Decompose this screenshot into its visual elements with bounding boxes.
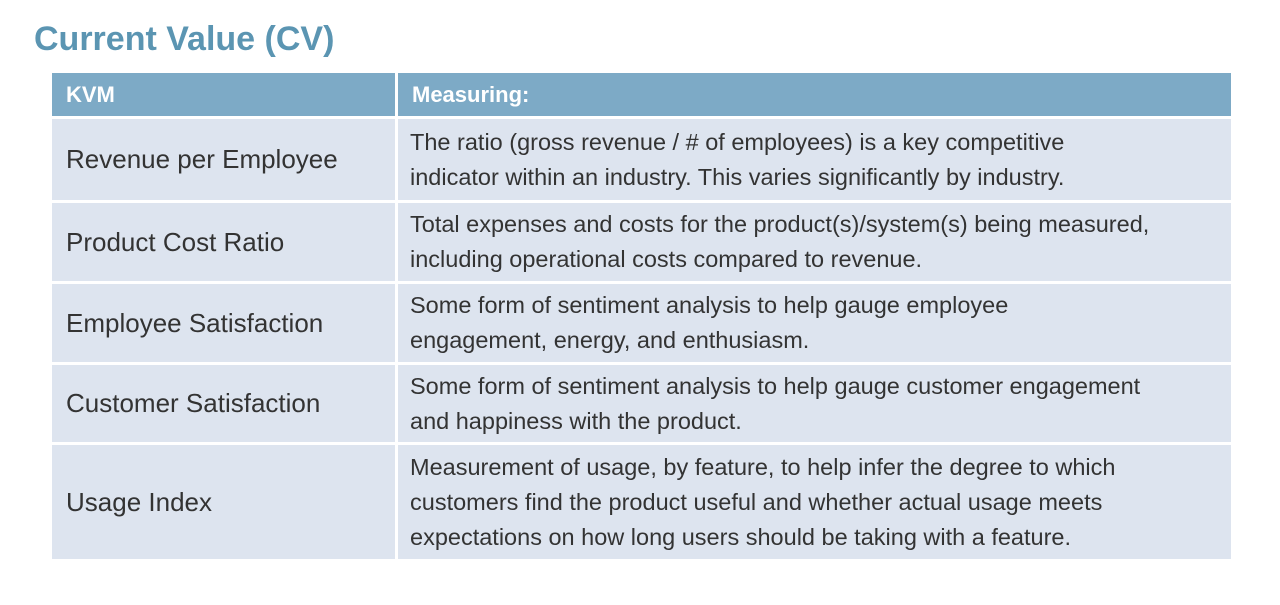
measuring-description-cell: The ratio (gross revenue / # of employees) is a key competitive indicator within an industry. This varies significantly by industry. bbox=[398, 119, 1231, 203]
measuring-description-cell: Total expenses and costs for the product(s)/system(s) being measured, including operational costs compared to revenue. bbox=[398, 203, 1231, 284]
kvm-name-cell: Usage Index bbox=[52, 445, 398, 559]
page-title: Current Value (CV) bbox=[34, 20, 335, 58]
kvm-name-cell: Product Cost Ratio bbox=[52, 203, 398, 284]
table-row bbox=[52, 445, 1231, 559]
table-row bbox=[52, 284, 1231, 365]
table-header-row bbox=[52, 73, 1231, 119]
kvm-name-cell: Customer Satisfaction bbox=[52, 365, 398, 445]
kvm-table bbox=[52, 73, 1231, 559]
column-header-kvm: KVM bbox=[52, 73, 398, 119]
kvm-name-cell: Employee Satisfaction bbox=[52, 284, 398, 365]
table-row bbox=[52, 365, 1231, 445]
table-row bbox=[52, 119, 1231, 203]
measuring-description-cell: Some form of sentiment analysis to help gauge employee engagement, energy, and enthusiasm. bbox=[398, 284, 1231, 365]
measuring-description-cell: Measurement of usage, by feature, to help infer the degree to which customers find the product useful and whether actual usage meets expectations on how long users should be taking with a feature. bbox=[398, 445, 1231, 559]
measuring-description-cell: Some form of sentiment analysis to help gauge customer engagement and happiness with the product. bbox=[398, 365, 1231, 445]
column-header-measuring: Measuring: bbox=[398, 73, 1231, 119]
table-row bbox=[52, 203, 1231, 284]
kvm-name-cell: Revenue per Employee bbox=[52, 119, 398, 203]
